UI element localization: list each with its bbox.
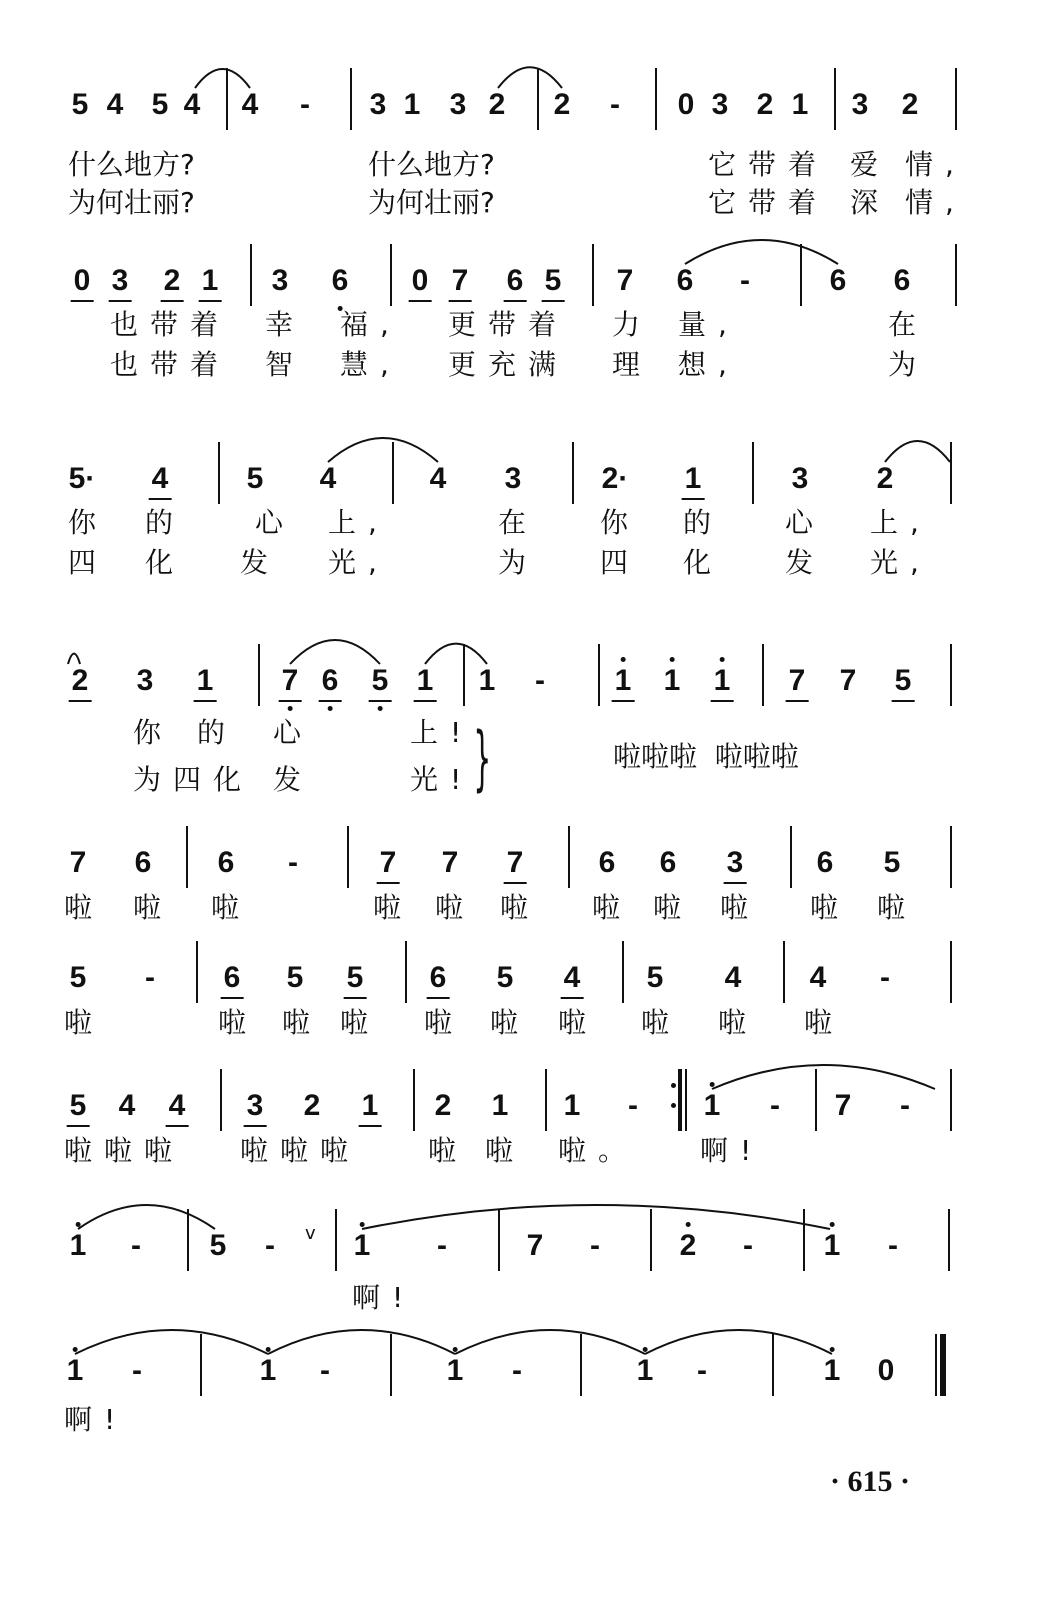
note-digit: 3 bbox=[136, 664, 154, 697]
lyric-text: 量, bbox=[678, 308, 739, 341]
note-digit: 1 bbox=[446, 1354, 464, 1387]
note-digit: 3 bbox=[449, 88, 467, 121]
lyric-text: 为四化 bbox=[133, 763, 254, 796]
slur bbox=[685, 240, 838, 264]
note-digit: 4 bbox=[319, 462, 337, 495]
lyric-text: 它带着 bbox=[708, 186, 829, 219]
lyric-text: 化 bbox=[145, 546, 174, 579]
note-digit: 7 bbox=[506, 846, 524, 879]
lyric-text: 啦啦啦 啦啦啦 bbox=[613, 740, 799, 773]
lyric-text: 四 bbox=[600, 546, 629, 579]
slur bbox=[328, 438, 438, 462]
note-digit: 2 bbox=[488, 88, 506, 121]
note-digit: 7 bbox=[788, 664, 806, 697]
lyric-text: 为何壮丽? bbox=[68, 186, 195, 219]
note-digit: 3 bbox=[504, 462, 522, 495]
lyric-text: 想, bbox=[678, 348, 739, 381]
lyric-text: 情, bbox=[905, 148, 966, 181]
slur bbox=[195, 69, 250, 88]
note-digit: 1 bbox=[823, 1229, 841, 1262]
lyric-text: 啦 bbox=[720, 891, 749, 924]
lyric-text: 上, bbox=[870, 506, 931, 539]
slur bbox=[645, 1330, 832, 1354]
lyric-text: 啦啦啦 bbox=[240, 1134, 361, 1167]
note-digit: 5 bbox=[496, 961, 514, 994]
slur bbox=[362, 1205, 830, 1229]
note-digit: 5 bbox=[71, 88, 89, 121]
note-digit: 7 bbox=[839, 664, 857, 697]
note-digit: 4 bbox=[151, 462, 169, 495]
note-digit: 1 bbox=[791, 88, 809, 121]
lyric-text: 智 bbox=[265, 348, 294, 381]
note-digit: - bbox=[145, 961, 155, 994]
lyric-text: 你 bbox=[600, 506, 629, 539]
lyric-text: 也带着 bbox=[110, 308, 231, 341]
lyric-text: 在 bbox=[888, 308, 917, 341]
lyric-text: 也带着 bbox=[110, 348, 231, 381]
note-digit: 1 bbox=[403, 88, 421, 121]
note-digit: 4 bbox=[429, 462, 447, 495]
note-digit: 3 bbox=[246, 1089, 264, 1122]
note-digit: 2 bbox=[434, 1089, 452, 1122]
note-digit: 4 bbox=[106, 88, 124, 121]
lyric-text: 发 bbox=[240, 546, 269, 579]
lyric-text: 为何壮丽? bbox=[368, 186, 495, 219]
note-digit: 1 bbox=[361, 1089, 379, 1122]
lyric-text: 你 bbox=[68, 506, 97, 539]
note-digit: 5 bbox=[371, 664, 389, 697]
lyric-text: 啦 bbox=[485, 1134, 514, 1167]
lyric-text: 心 bbox=[273, 716, 302, 749]
lyric-text: 发 bbox=[785, 546, 814, 579]
lyric-text: 心 bbox=[785, 506, 814, 539]
lyric-text: 啦 bbox=[558, 1006, 587, 1039]
note-digit: 1 bbox=[478, 664, 496, 697]
note-digit: 0 bbox=[877, 1354, 895, 1387]
note-digit: 1 bbox=[69, 1229, 87, 1262]
note-digit: 6 bbox=[816, 846, 834, 879]
note-digit: 2 bbox=[303, 1089, 321, 1122]
lyric-text: 什么地方? bbox=[368, 148, 495, 181]
slur bbox=[712, 1065, 935, 1089]
note-digit: - bbox=[770, 1089, 780, 1122]
note-digit: 5 bbox=[646, 961, 664, 994]
note-digit: 1 bbox=[614, 664, 632, 697]
note-digit: - bbox=[888, 1229, 898, 1262]
lyric-text: 啦 bbox=[64, 1006, 93, 1039]
note-digit: 2 bbox=[901, 88, 919, 121]
note-digit: 1 bbox=[353, 1229, 371, 1262]
lyric-text: 啦 bbox=[490, 1006, 519, 1039]
lyric-text: 上! bbox=[410, 716, 474, 749]
note-digit: 0 bbox=[677, 88, 695, 121]
lyric-text: 它带着 bbox=[708, 148, 829, 181]
note-digit: 7 bbox=[281, 664, 299, 697]
lyric-text: 更充满 bbox=[448, 348, 569, 381]
lyric-text: 啦 bbox=[810, 891, 839, 924]
lyric-text: 你 bbox=[133, 716, 162, 749]
note-digit: 5 bbox=[209, 1229, 227, 1262]
note-digit: - bbox=[132, 1354, 142, 1387]
lyric-text: 为 bbox=[498, 546, 527, 579]
note-digit: 5· bbox=[68, 462, 96, 495]
note-digit: 4 bbox=[118, 1089, 136, 1122]
note-digit: 1 bbox=[703, 1089, 721, 1122]
note-digit: 4 bbox=[563, 961, 581, 994]
note-digit: - bbox=[610, 88, 620, 121]
note-digit: 1 bbox=[663, 664, 681, 697]
note-digit: 3 bbox=[726, 846, 744, 879]
lyric-text: 幸 bbox=[265, 308, 294, 341]
note-digit: - bbox=[590, 1229, 600, 1262]
note-digit: - bbox=[535, 664, 545, 697]
slur bbox=[75, 1330, 268, 1354]
note-digit: 1 bbox=[416, 664, 434, 697]
lyric-text: 化 bbox=[683, 546, 712, 579]
lyric-text: 光, bbox=[870, 546, 931, 579]
note-digit: 3 bbox=[791, 462, 809, 495]
lyric-text: 的 bbox=[683, 506, 712, 539]
note-digit: - bbox=[265, 1229, 275, 1262]
lyric-text: 啦 bbox=[653, 891, 682, 924]
note-digit: 7 bbox=[69, 846, 87, 879]
note-digit: 4 bbox=[241, 88, 259, 121]
note-digit: 6 bbox=[223, 961, 241, 994]
lyric-text: 啊! bbox=[700, 1134, 764, 1167]
note-digit: 1 bbox=[713, 664, 731, 697]
note-digit: - bbox=[300, 88, 310, 121]
note-digit: 5 bbox=[286, 961, 304, 994]
note-digit: 4 bbox=[168, 1089, 186, 1122]
lyric-text: 更带着 bbox=[448, 308, 569, 341]
note-digit: 5 bbox=[894, 664, 912, 697]
note-digit: - bbox=[288, 846, 298, 879]
slur bbox=[68, 654, 80, 664]
note-digit: - bbox=[437, 1229, 447, 1262]
note-digit: - bbox=[628, 1089, 638, 1122]
lyric-text: 啦 bbox=[592, 891, 621, 924]
note-digit: 6 bbox=[134, 846, 152, 879]
note-digit: 6 bbox=[676, 264, 694, 297]
note-digit: 1 bbox=[196, 664, 214, 697]
note-digit: - bbox=[743, 1229, 753, 1262]
note-digit: 6 bbox=[217, 846, 235, 879]
note-digit: 6 bbox=[659, 846, 677, 879]
note-digit: 1 bbox=[563, 1089, 581, 1122]
note-digit: 4 bbox=[724, 961, 742, 994]
note-digit: 7 bbox=[379, 846, 397, 879]
lyric-text: 光, bbox=[328, 546, 389, 579]
lyric-text: 啦 bbox=[718, 1006, 747, 1039]
note-digit: 1 bbox=[259, 1354, 277, 1387]
note-digit: 1 bbox=[636, 1354, 654, 1387]
note-digit: 7 bbox=[526, 1229, 544, 1262]
lyric-text: 四 bbox=[68, 546, 97, 579]
lyric-text: 啦 bbox=[804, 1006, 833, 1039]
lyric-text: 理 bbox=[612, 348, 641, 381]
note-digit: 6 bbox=[506, 264, 524, 297]
note-digit: 5 bbox=[151, 88, 169, 121]
note-digit: 7 bbox=[834, 1089, 852, 1122]
lyric-text: 心 bbox=[255, 506, 284, 539]
lyric-text: 福, bbox=[340, 308, 401, 341]
lyric-text: 的 bbox=[197, 716, 226, 749]
note-digit: 2 bbox=[756, 88, 774, 121]
lyric-text: 力 bbox=[612, 308, 641, 341]
note-digit: 5 bbox=[69, 1089, 87, 1122]
lyric-text: 发 bbox=[273, 763, 302, 796]
lyric-text: 啦 bbox=[373, 891, 402, 924]
lyric-text: 啦 bbox=[428, 1134, 457, 1167]
note-digit: - bbox=[740, 264, 750, 297]
lyric-text: 啦。 bbox=[558, 1134, 639, 1167]
note-digit: 1 bbox=[823, 1354, 841, 1387]
lyric-text: 慧, bbox=[340, 348, 401, 381]
lyric-text: 的 bbox=[145, 506, 174, 539]
lyric-text: 啦 bbox=[211, 891, 240, 924]
lyric-text: 为 bbox=[888, 348, 917, 381]
slur bbox=[425, 644, 487, 664]
note-digit: 1 bbox=[684, 462, 702, 495]
note-digit: 3 bbox=[711, 88, 729, 121]
note-digit: 6 bbox=[829, 264, 847, 297]
note-digit: 4 bbox=[809, 961, 827, 994]
note-digit: 0 bbox=[411, 264, 429, 297]
slur bbox=[455, 1330, 645, 1354]
breath-mark: v bbox=[305, 1223, 316, 1244]
note-digit: 6 bbox=[598, 846, 616, 879]
lyric-text: 啦 bbox=[64, 891, 93, 924]
lyric-text: 啊! bbox=[64, 1403, 128, 1436]
lyric-text: 啦 bbox=[424, 1006, 453, 1039]
lyric-text: 啦 bbox=[435, 891, 464, 924]
slur bbox=[78, 1205, 215, 1229]
note-digit: 7 bbox=[451, 264, 469, 297]
lyric-text: 啦啦啦 bbox=[64, 1134, 185, 1167]
note-digit: 2 bbox=[71, 664, 89, 697]
lyric-text: 在 bbox=[498, 506, 527, 539]
slur bbox=[290, 640, 380, 664]
lyric-text: 情, bbox=[905, 186, 966, 219]
note-digit: 5 bbox=[69, 961, 87, 994]
note-digit: 6 bbox=[331, 264, 349, 297]
note-digit: 5 bbox=[246, 462, 264, 495]
note-digit: - bbox=[131, 1229, 141, 1262]
page-number: · 615 · bbox=[830, 1465, 911, 1498]
lyric-text: 啦 bbox=[218, 1006, 247, 1039]
lyric-text: 啦 bbox=[500, 891, 529, 924]
note-digit: 3 bbox=[369, 88, 387, 121]
note-digit: 2 bbox=[163, 264, 181, 297]
lyric-text: 什么地方? bbox=[68, 148, 195, 181]
lyric-text: 啦 bbox=[340, 1006, 369, 1039]
note-digit: - bbox=[900, 1089, 910, 1122]
lyric-text: 深 bbox=[850, 186, 879, 219]
note-digit: 2 bbox=[553, 88, 571, 121]
lyric-text: 爱 bbox=[850, 148, 879, 181]
note-digit: 1 bbox=[201, 264, 219, 297]
note-digit: 6 bbox=[321, 664, 339, 697]
note-digit: 3 bbox=[851, 88, 869, 121]
lyric-text: 啦 bbox=[282, 1006, 311, 1039]
brace: } bbox=[473, 717, 492, 799]
note-digit: - bbox=[880, 961, 890, 994]
lyric-text: 光! bbox=[410, 763, 474, 796]
slur bbox=[268, 1330, 455, 1354]
note-digit: 0 bbox=[73, 264, 91, 297]
lyric-text: 啦 bbox=[133, 891, 162, 924]
slur bbox=[885, 441, 950, 462]
lyric-text: 啊! bbox=[352, 1281, 416, 1314]
note-digit: 1 bbox=[66, 1354, 84, 1387]
note-digit: 7 bbox=[441, 846, 459, 879]
note-digit: 3 bbox=[271, 264, 289, 297]
note-digit: 2 bbox=[679, 1229, 697, 1262]
note-digit: 1 bbox=[491, 1089, 509, 1122]
note-digit: 5 bbox=[883, 846, 901, 879]
note-digit: 5 bbox=[544, 264, 562, 297]
note-digit: 6 bbox=[893, 264, 911, 297]
note-digit: 2· bbox=[601, 462, 629, 495]
note-digit: 2 bbox=[876, 462, 894, 495]
note-digit: 7 bbox=[616, 264, 634, 297]
note-digit: 3 bbox=[111, 264, 129, 297]
note-digit: 4 bbox=[183, 88, 201, 121]
note-digit: - bbox=[320, 1354, 330, 1387]
note-digit: - bbox=[697, 1354, 707, 1387]
note-digit: 5 bbox=[346, 961, 364, 994]
lyric-text: 啦 bbox=[641, 1006, 670, 1039]
lyric-text: 上, bbox=[328, 506, 389, 539]
slur bbox=[498, 67, 562, 88]
lyric-text: 啦 bbox=[877, 891, 906, 924]
note-digit: 6 bbox=[429, 961, 447, 994]
note-digit: - bbox=[512, 1354, 522, 1387]
